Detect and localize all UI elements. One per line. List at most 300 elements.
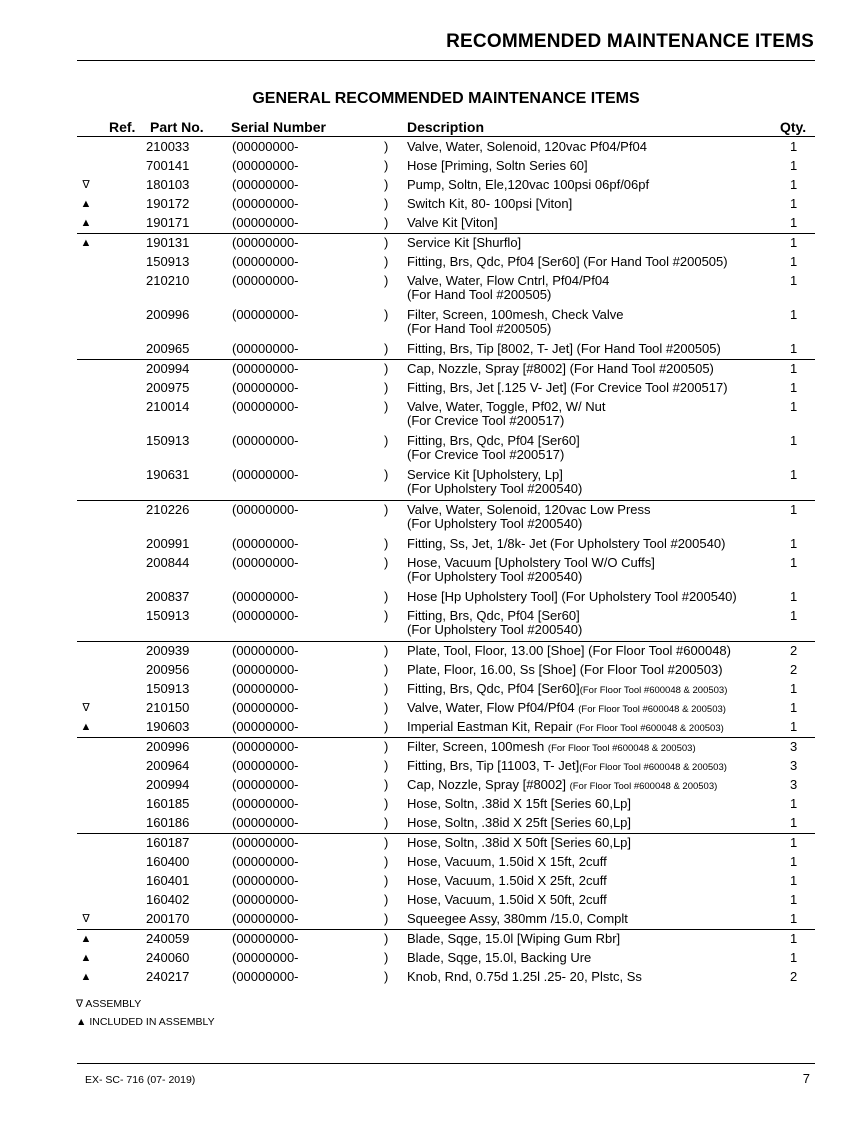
quantity: 1: [790, 700, 798, 715]
description-text: Fitting, Brs, Qdc, Pf04 [Ser60]: [407, 608, 580, 623]
quantity: 1: [790, 536, 798, 551]
serial-close-paren: ): [384, 608, 389, 623]
legend-assembly-label: ASSEMBLY: [85, 998, 142, 1010]
description-line-2: (For Upholstery Tool #200540): [407, 569, 583, 584]
part-number: 150913: [146, 433, 190, 448]
table-row: [0, 306, 866, 340]
description-text: Blade, Sqge, 15.0l, Backing Ure: [407, 950, 592, 965]
serial-number: (00000000-: [232, 796, 299, 811]
serial-number: (00000000-: [232, 536, 299, 551]
description-text: Hose, Vacuum, 1.50id X 25ft, 2cuff: [407, 873, 607, 888]
serial-number: (00000000-: [232, 273, 299, 288]
serial-close-paren: ): [384, 399, 389, 414]
description-text: Hose, Vacuum, 1.50id X 50ft, 2cuff: [407, 892, 607, 907]
part-number: 210033: [146, 139, 190, 154]
part-number: 700141: [146, 158, 190, 173]
quantity: 2: [790, 969, 798, 984]
quantity: 3: [790, 777, 798, 792]
description-text: Valve, Water, Solenoid, 120vac Pf04/Pf04: [407, 139, 647, 154]
serial-close-paren: ): [384, 643, 389, 658]
description-note: (For Floor Tool #600048 & 200503): [578, 704, 726, 715]
description: [407, 468, 582, 496]
serial-number: (00000000-: [232, 835, 299, 850]
footer-document-code: EX- SC- 716 (07- 2019): [85, 1074, 196, 1086]
table-row: [0, 910, 866, 929]
part-number: 150913: [146, 681, 190, 696]
table-row: [0, 466, 866, 500]
part-number: 200965: [146, 341, 190, 356]
serial-close-paren: ): [384, 177, 389, 192]
description-text: Valve, Water, Flow Cntrl, Pf04/Pf04: [407, 273, 610, 288]
description-line-2: (For Crevice Tool #200517): [407, 447, 565, 462]
table-row: [0, 795, 866, 814]
assembly-symbol-icon: ∇: [76, 998, 84, 1010]
serial-number: (00000000-: [232, 254, 299, 269]
quantity: 2: [790, 643, 798, 658]
part-number: 200975: [146, 380, 190, 395]
quantity: 1: [790, 873, 798, 888]
table-row: [0, 949, 866, 968]
ref-symbol-icon: ▲: [80, 217, 92, 229]
serial-close-paren: ): [384, 307, 389, 322]
description: [407, 951, 591, 965]
description: [407, 609, 582, 637]
serial-close-paren: ): [384, 254, 389, 269]
serial-number: (00000000-: [232, 950, 299, 965]
ref-symbol-icon: ▲: [80, 933, 92, 945]
ref-symbol-icon: ∇: [82, 179, 90, 191]
header-rule: [77, 60, 815, 61]
table-row: [77, 359, 815, 379]
quantity: 1: [790, 380, 798, 395]
serial-number: (00000000-: [232, 341, 299, 356]
description-text: Hose [Priming, Soltn Series 60]: [407, 158, 588, 173]
serial-number: (00000000-: [232, 700, 299, 715]
table-row: [0, 398, 866, 432]
description: [407, 556, 655, 584]
part-number: 210210: [146, 273, 190, 288]
legend-assembly: [76, 998, 141, 1010]
description-text: Pump, Soltn, Ele,120vac 100psi 06pf/06pf: [407, 177, 650, 192]
part-number: 160400: [146, 854, 190, 869]
serial-number: (00000000-: [232, 854, 299, 869]
part-number: 200170: [146, 911, 190, 926]
part-number: 240060: [146, 950, 190, 965]
description-text: Fitting, Brs, Jet [.125 V- Jet] (For Crevice Tool #200517): [407, 380, 728, 395]
description: [407, 778, 717, 794]
part-number: 200964: [146, 758, 190, 773]
description: [407, 682, 727, 698]
serial-number: (00000000-: [232, 555, 299, 570]
description-text: Plate, Floor, 16.00, Ss [Shoe] (For Floor Tool #200503): [407, 662, 723, 677]
quantity: 1: [790, 608, 798, 623]
serial-close-paren: ): [384, 969, 389, 984]
part-number: 190131: [146, 235, 190, 250]
description: [407, 759, 727, 775]
description-note: (For Floor Tool #600048 & 200503): [569, 781, 718, 792]
description: [407, 816, 631, 830]
part-number: 200844: [146, 555, 190, 570]
ref-symbol-icon: ▲: [80, 971, 92, 983]
quantity: 3: [790, 739, 798, 754]
serial-close-paren: ): [384, 215, 389, 230]
description-text: Hose [Hp Upholstery Tool] (For Upholstery Tool #200540): [407, 589, 737, 604]
serial-close-paren: ): [384, 502, 389, 517]
part-number: 200837: [146, 589, 190, 604]
part-number: 190631: [146, 467, 190, 482]
table-row: [0, 891, 866, 910]
serial-number: (00000000-: [232, 873, 299, 888]
parts-table: [0, 138, 866, 987]
part-number: 210226: [146, 502, 190, 517]
table-row: [0, 535, 866, 554]
serial-close-paren: ): [384, 235, 389, 250]
serial-close-paren: ): [384, 341, 389, 356]
quantity: 3: [790, 758, 798, 773]
description-text: Fitting, Brs, Qdc, Pf04 [Ser60]: [407, 433, 580, 448]
serial-close-paren: ): [384, 835, 389, 850]
description-text: Valve, Water, Flow Pf04/Pf04: [407, 700, 579, 715]
description: [407, 308, 624, 336]
quantity: 1: [790, 177, 798, 192]
description-text: Hose, Soltn, .38id X 50ft [Series 60,Lp]: [407, 835, 632, 850]
table-row: [0, 272, 866, 306]
table-row: [0, 253, 866, 272]
description-note: (For Floor Tool #600048 & 200503): [579, 762, 727, 773]
description: [407, 836, 631, 850]
quantity: 1: [790, 139, 798, 154]
quantity: 1: [790, 361, 798, 376]
description-line-2: (For Hand Tool #200505): [407, 321, 552, 336]
part-number: 200994: [146, 361, 190, 376]
table-row: [0, 379, 866, 398]
table-row: [77, 929, 815, 949]
serial-number: (00000000-: [232, 739, 299, 754]
table-row: [0, 554, 866, 588]
quantity: 1: [790, 158, 798, 173]
description-note: (For Floor Tool #600048 & 200503): [576, 723, 724, 734]
serial-close-paren: ): [384, 911, 389, 926]
serial-close-paren: ): [384, 273, 389, 288]
serial-close-paren: ): [384, 361, 389, 376]
section-title: GENERAL RECOMMENDED MAINTENANCE ITEMS: [252, 90, 640, 107]
part-number: 160185: [146, 796, 190, 811]
legend-included-label: INCLUDED IN ASSEMBLY: [89, 1016, 215, 1028]
serial-number: (00000000-: [232, 361, 299, 376]
quantity: 1: [790, 502, 798, 517]
part-number: 160187: [146, 835, 190, 850]
description-text: Service Kit [Shurflo]: [407, 235, 522, 250]
quantity: 1: [790, 467, 798, 482]
description-note: (For Floor Tool #600048 & 200503): [547, 743, 696, 754]
table-row: [0, 195, 866, 214]
part-number: 210014: [146, 399, 190, 414]
table-row: [77, 500, 815, 535]
serial-close-paren: ): [384, 873, 389, 888]
table-row: [77, 233, 815, 253]
description: [407, 434, 580, 462]
serial-number: (00000000-: [232, 502, 299, 517]
serial-close-paren: ): [384, 467, 389, 482]
table-row: [0, 872, 866, 891]
quantity: 2: [790, 662, 798, 677]
serial-close-paren: ): [384, 892, 389, 907]
table-row: [0, 814, 866, 833]
part-number: 190603: [146, 719, 190, 734]
serial-close-paren: ): [384, 931, 389, 946]
description: [407, 537, 725, 551]
description: [407, 503, 651, 531]
part-number: 200996: [146, 739, 190, 754]
serial-number: (00000000-: [232, 177, 299, 192]
description-text: Valve, Water, Solenoid, 120vac Low Press: [407, 502, 651, 517]
quantity: 1: [790, 815, 798, 830]
description-line-2: (For Crevice Tool #200517): [407, 413, 565, 428]
quantity: 1: [790, 931, 798, 946]
serial-close-paren: ): [384, 158, 389, 173]
description-text: Filter, Screen, 100mesh, Check Valve: [407, 307, 624, 322]
description: [407, 381, 728, 395]
description: [407, 140, 647, 154]
serial-close-paren: ): [384, 139, 389, 154]
description: [407, 912, 628, 926]
part-number: 160402: [146, 892, 190, 907]
serial-close-paren: ): [384, 796, 389, 811]
description-text: Fitting, Brs, Qdc, Pf04 [Ser60] (For Hand Tool #200505): [407, 254, 728, 269]
serial-number: (00000000-: [232, 399, 299, 414]
description: [407, 197, 572, 211]
quantity: 1: [790, 589, 798, 604]
column-header-rule: [77, 136, 815, 137]
part-number: 200956: [146, 662, 190, 677]
quantity: 1: [790, 555, 798, 570]
table-row: [77, 833, 815, 853]
ref-symbol-icon: ▲: [80, 237, 92, 249]
quantity: 1: [790, 307, 798, 322]
serial-number: (00000000-: [232, 662, 299, 677]
part-number: 160401: [146, 873, 190, 888]
serial-close-paren: ): [384, 719, 389, 734]
description: [407, 159, 588, 173]
table-row: [0, 680, 866, 699]
description-line-2: (For Upholstery Tool #200540): [407, 481, 583, 496]
description-text: Service Kit [Upholstery, Lp]: [407, 467, 563, 482]
description: [407, 720, 724, 736]
part-number: 200996: [146, 307, 190, 322]
table-row: [0, 432, 866, 466]
description: [407, 342, 721, 356]
description-text: Hose, Vacuum, 1.50id X 15ft, 2cuff: [407, 854, 607, 869]
description: [407, 236, 521, 250]
table-row: [77, 641, 815, 661]
quantity: 1: [790, 399, 798, 414]
serial-number: (00000000-: [232, 643, 299, 658]
serial-number: (00000000-: [232, 719, 299, 734]
col-header-ref: Ref.: [109, 119, 136, 135]
col-header-description: Description: [407, 119, 485, 135]
description: [407, 590, 737, 604]
description: [407, 874, 607, 888]
description: [407, 400, 605, 428]
part-number: 240059: [146, 931, 190, 946]
description-text: Plate, Tool, Floor, 13.00 [Shoe] (For Floor Tool #600048): [407, 643, 731, 658]
part-number: 240217: [146, 969, 190, 984]
serial-close-paren: ): [384, 700, 389, 715]
serial-number: (00000000-: [232, 467, 299, 482]
description-text: Hose, Vacuum [Upholstery Tool W/O Cuffs]: [407, 555, 655, 570]
table-row: [0, 176, 866, 195]
serial-number: (00000000-: [232, 196, 299, 211]
description-text: Filter, Screen, 100mesh: [407, 739, 548, 754]
quantity: 1: [790, 196, 798, 211]
table-row: [0, 138, 866, 157]
serial-number: (00000000-: [232, 235, 299, 250]
description-text: Fitting, Ss, Jet, 1/8k- Jet (For Upholstery Tool #200540): [407, 536, 726, 551]
description: [407, 255, 728, 269]
quantity: 1: [790, 341, 798, 356]
quantity: 1: [790, 681, 798, 696]
serial-number: (00000000-: [232, 815, 299, 830]
description: [407, 216, 498, 230]
quantity: 1: [790, 835, 798, 850]
serial-close-paren: ): [384, 589, 389, 604]
part-number: 180103: [146, 177, 190, 192]
description: [407, 644, 731, 658]
part-number: 210150: [146, 700, 190, 715]
quantity: 1: [790, 950, 798, 965]
description: [407, 274, 609, 302]
part-number: 150913: [146, 254, 190, 269]
serial-close-paren: ): [384, 662, 389, 677]
description-text: Hose, Soltn, .38id X 15ft [Series 60,Lp]: [407, 796, 632, 811]
table-row: [0, 968, 866, 987]
description: [407, 740, 696, 756]
table-row: [0, 699, 866, 718]
quantity: 1: [790, 719, 798, 734]
table-row: [0, 588, 866, 607]
ref-symbol-icon: ▲: [80, 198, 92, 210]
part-number: 160186: [146, 815, 190, 830]
description: [407, 932, 620, 946]
table-row: [0, 718, 866, 737]
footer-rule: [77, 1063, 815, 1064]
description-note: (For Floor Tool #600048 & 200503): [579, 685, 728, 696]
serial-close-paren: ): [384, 758, 389, 773]
part-number: 190171: [146, 215, 190, 230]
serial-close-paren: ): [384, 739, 389, 754]
quantity: 1: [790, 235, 798, 250]
table-row: [0, 776, 866, 795]
part-number: 200994: [146, 777, 190, 792]
serial-number: (00000000-: [232, 433, 299, 448]
description: [407, 970, 642, 984]
description-text: Imperial Eastman Kit, Repair: [407, 719, 577, 734]
description: [407, 362, 714, 376]
quantity: 1: [790, 273, 798, 288]
ref-symbol-icon: ▲: [80, 721, 92, 733]
ref-symbol-icon: ▲: [80, 952, 92, 964]
part-number: 200939: [146, 643, 190, 658]
description-text: Squeegee Assy, 380mm /15.0, Complt: [407, 911, 628, 926]
serial-close-paren: ): [384, 777, 389, 792]
included-symbol-icon: ▲: [76, 1016, 87, 1028]
serial-close-paren: ): [384, 854, 389, 869]
serial-close-paren: ): [384, 433, 389, 448]
serial-number: (00000000-: [232, 892, 299, 907]
serial-number: (00000000-: [232, 158, 299, 173]
serial-number: (00000000-: [232, 380, 299, 395]
quantity: 1: [790, 854, 798, 869]
serial-number: (00000000-: [232, 777, 299, 792]
description: [407, 797, 631, 811]
serial-close-paren: ): [384, 555, 389, 570]
table-row: [0, 607, 866, 641]
description-text: Knob, Rnd, 0.75d 1.25l .25- 20, Plstc, Ss: [407, 969, 642, 984]
legend-included: [76, 1016, 215, 1028]
quantity: 1: [790, 911, 798, 926]
serial-number: (00000000-: [232, 307, 299, 322]
description: [407, 893, 607, 907]
serial-close-paren: ): [384, 536, 389, 551]
ref-symbol-icon: ∇: [82, 702, 90, 714]
col-header-qty: Qty.: [780, 119, 807, 135]
description-text: Cap, Nozzle, Spray [#8002] (For Hand Tool #200505): [407, 361, 714, 376]
description: [407, 663, 723, 677]
quantity: 1: [790, 254, 798, 269]
description-text: Blade, Sqge, 15.0l [Wiping Gum Rbr]: [407, 931, 621, 946]
ref-symbol-icon: ∇: [82, 913, 90, 925]
serial-close-paren: ): [384, 380, 389, 395]
description-text: Switch Kit, 80- 100psi [Viton]: [407, 196, 573, 211]
col-header-serial: Serial Number: [231, 119, 326, 135]
description-text: Fitting, Brs, Tip [8002, T- Jet] (For Hand Tool #200505): [407, 341, 721, 356]
quantity: 1: [790, 796, 798, 811]
description-text: Valve, Water, Toggle, Pf02, W/ Nut: [407, 399, 606, 414]
col-header-part: Part No.: [150, 119, 204, 135]
description-text: Valve Kit [Viton]: [407, 215, 498, 230]
description-text: Hose, Soltn, .38id X 25ft [Series 60,Lp]: [407, 815, 632, 830]
serial-number: (00000000-: [232, 681, 299, 696]
serial-number: (00000000-: [232, 589, 299, 604]
table-row: [0, 661, 866, 680]
serial-close-paren: ): [384, 681, 389, 696]
description: [407, 701, 726, 717]
page-number: 7: [802, 1071, 810, 1086]
description-line-2: (For Upholstery Tool #200540): [407, 516, 583, 531]
description-line-2: (For Upholstery Tool #200540): [407, 622, 583, 637]
serial-number: (00000000-: [232, 931, 299, 946]
description-text: Cap, Nozzle, Spray [#8002]: [407, 777, 570, 792]
serial-close-paren: ): [384, 950, 389, 965]
serial-number: (00000000-: [232, 969, 299, 984]
serial-close-paren: ): [384, 815, 389, 830]
serial-number: (00000000-: [232, 139, 299, 154]
description-line-2: (For Hand Tool #200505): [407, 287, 552, 302]
description: [407, 178, 649, 192]
serial-number: (00000000-: [232, 911, 299, 926]
table-row: [77, 737, 815, 757]
quantity: 1: [790, 215, 798, 230]
part-number: 150913: [146, 608, 190, 623]
page-header-title: RECOMMENDED MAINTENANCE ITEMS: [446, 31, 814, 52]
quantity: 1: [790, 433, 798, 448]
table-row: [0, 214, 866, 233]
description-text: Fitting, Brs, Tip [11003, T- Jet]: [407, 758, 580, 773]
serial-number: (00000000-: [232, 608, 299, 623]
table-row: [0, 853, 866, 872]
part-number: 190172: [146, 196, 190, 211]
table-row: [0, 157, 866, 176]
